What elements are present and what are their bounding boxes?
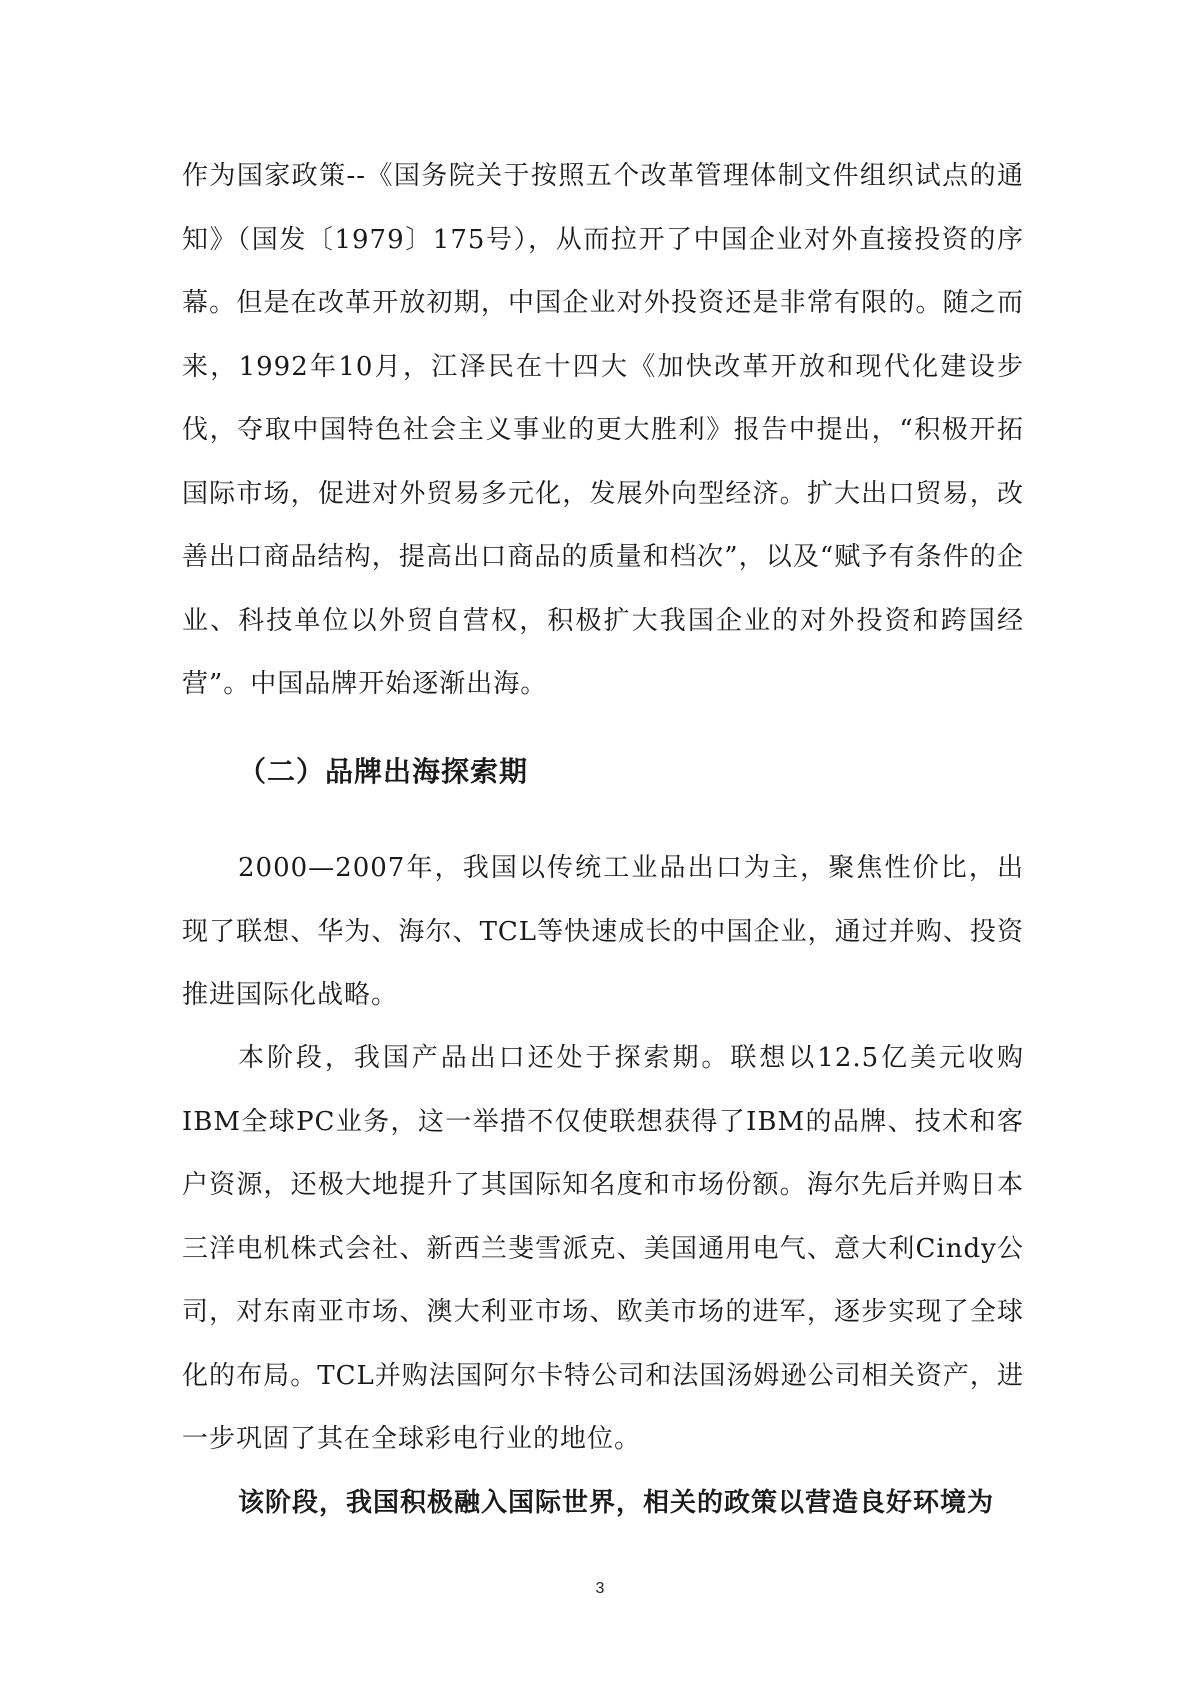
paragraph-2000-2007-overview: 2000—2007年，我国以传统工业品出口为主，聚焦性价比，出现了联想、华为、海尔、TCL等快速成长的中国企业，通过并购、投资推进国际化战略。 — [182, 853, 1024, 1010]
section-heading: （二）品牌出海探索期 — [238, 755, 529, 788]
paragraph-stage-summary: 该阶段，我国积极融入国际世界，相关的政策以营造良好环境为 — [238, 1488, 995, 1518]
paragraph-policy-background: 作为国家政策--《国务院关于按照五个改革管理体制文件组织试点的通知》（国发〔1979〕175号），从而拉开了中国企业对外直接投资的序幕。但是在改革开放初期，中国企业对外投资还是非常有限的。随之而来，1992年10月，江泽民在十四大《加快改革开放和现代化建设步伐，夺取中国特色社会主义事业的更大胜利》报告中提出，“积极开拓国际市场，促进对外贸易多元化，发展外向型经济。扩大出口贸易，改善出口商品结构，提高出口商品的质量和档次”，以及“赋予有条件的企业、科技单位以外贸自营权，积极扩大我国企业的对外投资和跨国经营”。中国品牌开始逐渐出海。 — [182, 161, 1024, 699]
paragraph-exploration-stage: 本阶段，我国产品出口还处于探索期。联想以12.5亿美元收购IBM全球PC业务，这一举措不仅使联想获得了IBM的品牌、技术和客户资源，还极大地提升了其国际知名度和市场份额。海尔先后并购日本三洋电机株式会社、新西兰斐雪派克、美国通用电气、意大利Cindy公司，对东南亚市场、澳大利亚市场、欧美市场的进军，逐步实现了全球化的布局。TCL并购法国阿尔卡特公司和法国汤姆逊公司相关资产，进一步巩固了其在全球彩电行业的地位。 — [182, 1043, 1024, 1454]
page-number: 3 — [595, 1580, 605, 1597]
